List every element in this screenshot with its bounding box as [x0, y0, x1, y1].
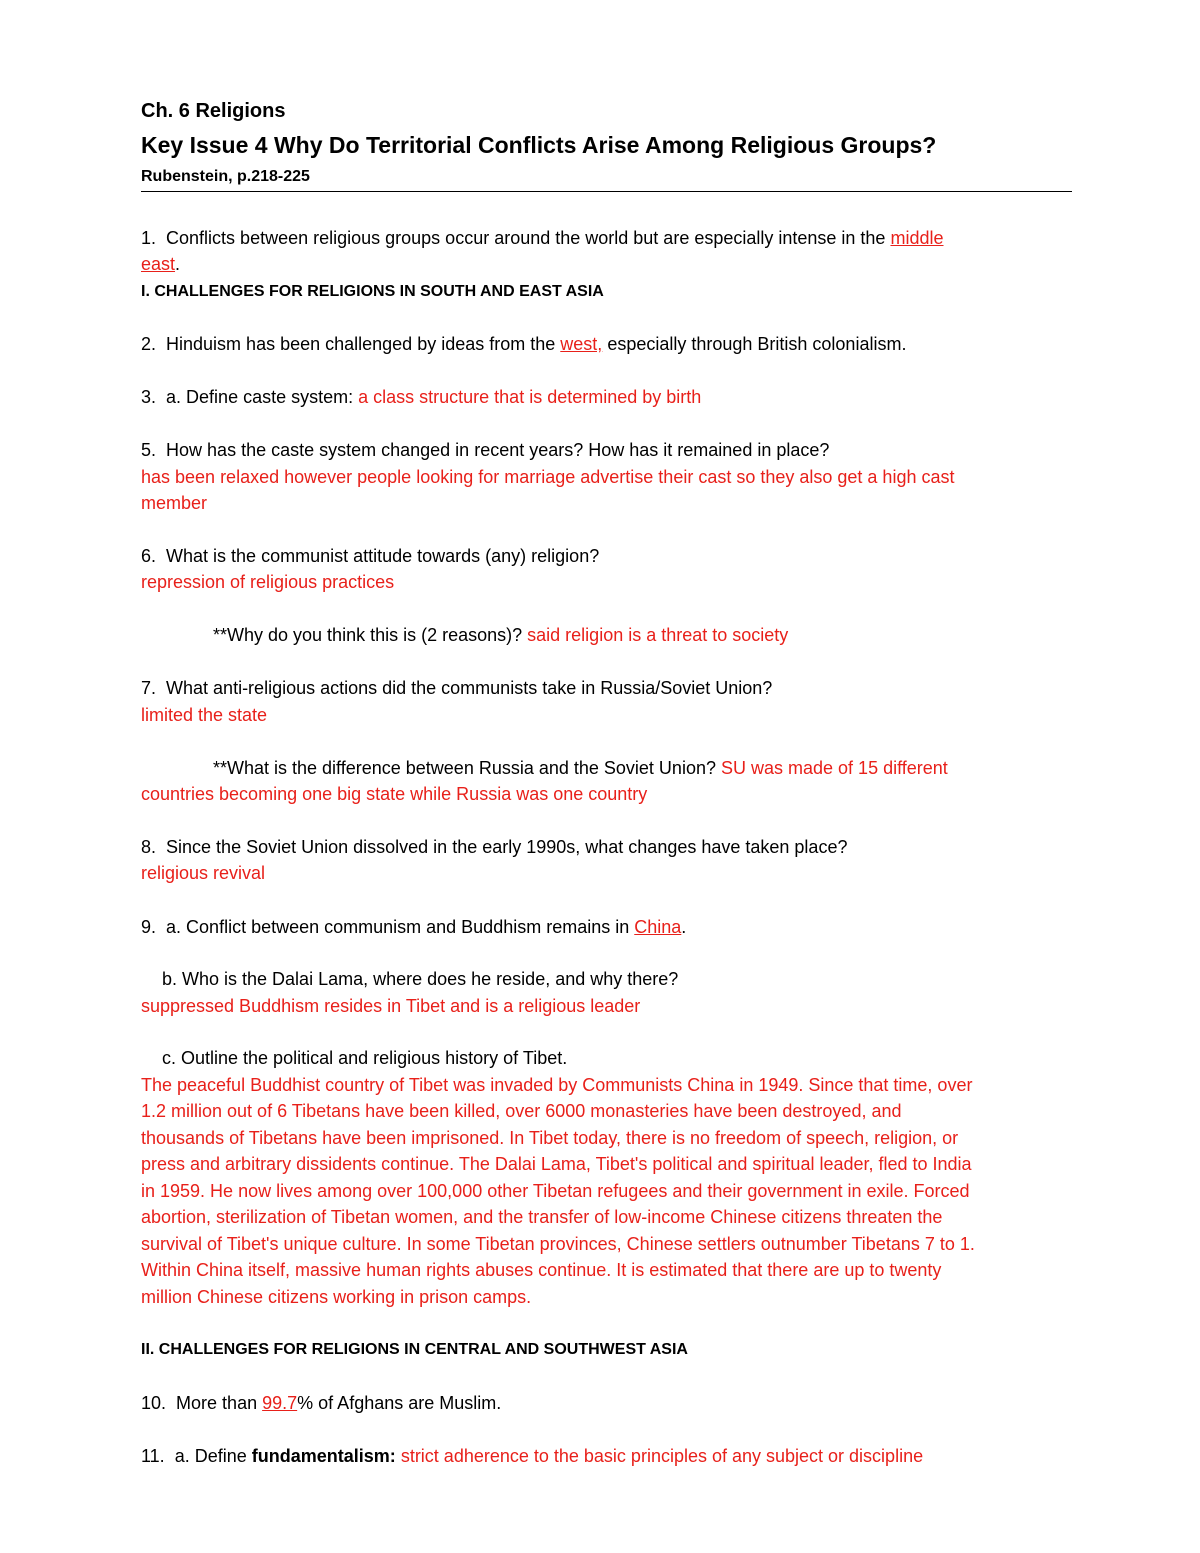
question-1-continued [141, 251, 180, 277]
question-text: **What is the difference between Russia and the Soviet Union? [213, 758, 716, 778]
question-6-sub [213, 622, 788, 648]
source-reference: Rubenstein, p.218-225 [141, 168, 310, 185]
answer-5-line-1: has been relaxed however people looking for marriage advertise their cast so they also get a high cast [141, 467, 955, 487]
question-10 [141, 1390, 501, 1416]
answer-9c-line: survival of Tibet's unique culture. In some Tibetan provinces, Chinese settlers outnumber Tibetans 7 to 1. [141, 1234, 975, 1254]
punctuation: . [175, 254, 181, 274]
answer-9c-line: The peaceful Buddhist country of Tibet was invaded by Communists China in 1949. Since that time, over [141, 1075, 973, 1095]
question-7-sub [213, 755, 948, 781]
question-9a [141, 914, 686, 940]
answer-text: strict adherence to the basic principles of any subject or discipline [400, 1446, 924, 1466]
answer-8: religious revival [141, 863, 266, 883]
answer-text: 99.7 [262, 1393, 298, 1413]
answer-9c-line: press and arbitrary dissidents continue. The Dalai Lama, Tibet's political and spiritual leader, fled to India [141, 1154, 972, 1174]
answer-9b: suppressed Buddhism resides in Tibet and is a religious leader [141, 996, 641, 1016]
question-number: 2. [141, 334, 157, 354]
answer-9c-line: Within China itself, massive human rights abuses continue. It is estimated that there are up to twenty [141, 1260, 942, 1280]
question-number: 6. [141, 546, 157, 566]
question-text: a. Conflict between communism and Buddhism remains in [166, 917, 630, 937]
question-9b: b. Who is the Dalai Lama, where does he reside, and why there? [162, 969, 679, 989]
question-number: 3. [141, 387, 157, 407]
term-text: fundamentalism: [251, 1446, 396, 1466]
answer-9c-line: 1.2 million out of 6 Tibetans have been killed, over 6000 monasteries have been destroyed, and [141, 1101, 902, 1121]
answer-9c-line: abortion, sterilization of Tibetan women, and the transfer of low-income Chinese citizens threaten the [141, 1207, 943, 1227]
question-number: 5. [141, 440, 157, 460]
question-7 [141, 675, 772, 701]
answer-5-line-2: member [141, 493, 208, 513]
answer-text: China [634, 917, 682, 937]
question-text: What is the communist attitude towards (any) religion? [166, 546, 600, 566]
question-8 [141, 834, 847, 860]
question-text: What anti-religious actions did the communists take in Russia/Soviet Union? [166, 678, 773, 698]
question-1 [141, 225, 944, 251]
question-9c: c. Outline the political and religious history of Tibet. [162, 1048, 568, 1068]
answer-9c-line: million Chinese citizens working in prison camps. [141, 1287, 532, 1307]
punctuation: . [681, 917, 687, 937]
answer-text: east [141, 254, 176, 274]
chapter-title: Ch. 6 Religions [141, 100, 286, 122]
question-number: 10. [141, 1393, 167, 1413]
question-number: 8. [141, 837, 157, 857]
answer-text: a class structure that is determined by birth [358, 387, 702, 407]
question-text: a. Define caste system: [166, 387, 354, 407]
question-text: Conflicts between religious groups occur around the world but are especially intense in the [166, 228, 886, 248]
question-number: 1. [141, 228, 157, 248]
answer-text: SU was made of 15 different [721, 758, 948, 778]
header-divider [141, 191, 1072, 192]
question-number: 7. [141, 678, 157, 698]
answer-7: limited the state [141, 705, 268, 725]
answer-text: said religion is a threat to society [527, 625, 789, 645]
question-6 [141, 543, 599, 569]
question-text: a. Define [174, 1446, 247, 1466]
question-text: How has the caste system changed in recent years? How has it remained in place? [166, 440, 830, 460]
question-text: Hinduism has been challenged by ideas from the [166, 334, 556, 354]
question-text: **Why do you think this is (2 reasons)? [213, 625, 523, 645]
answer-text: west, [560, 334, 603, 354]
answer-9c-line: thousands of Tibetans have been imprisoned. In Tibet today, there is no freedom of speech, religion, or [141, 1128, 959, 1148]
question-text: especially through British colonialism. [607, 334, 907, 354]
question-text: % of Afghans are Muslim. [297, 1393, 502, 1413]
answer-9c-line: in 1959. He now lives among over 100,000 other Tibetan refugees and their government in exile. Forced [141, 1181, 970, 1201]
answer-6: repression of religious practices [141, 572, 395, 592]
question-text: Since the Soviet Union dissolved in the early 1990s, what changes have taken place? [166, 837, 848, 857]
question-5 [141, 437, 829, 463]
answer-text: middle [890, 228, 944, 248]
question-text: More than [176, 1393, 258, 1413]
question-number: 9. [141, 917, 157, 937]
key-issue-title: Key Issue 4 Why Do Territorial Conflicts Arise Among Religious Groups? [141, 132, 937, 158]
question-3 [141, 384, 701, 410]
section-heading-2: II. CHALLENGES FOR RELIGIONS IN CENTRAL AND SOUTHWEST ASIA [141, 1341, 688, 1358]
answer-7-sub-line-2: countries becoming one big state while Russia was one country [141, 784, 648, 804]
question-number: 11. [141, 1446, 165, 1466]
section-heading-1: I. CHALLENGES FOR RELIGIONS IN SOUTH AND EAST ASIA [141, 283, 604, 300]
question-2 [141, 331, 906, 357]
question-11 [141, 1443, 923, 1469]
